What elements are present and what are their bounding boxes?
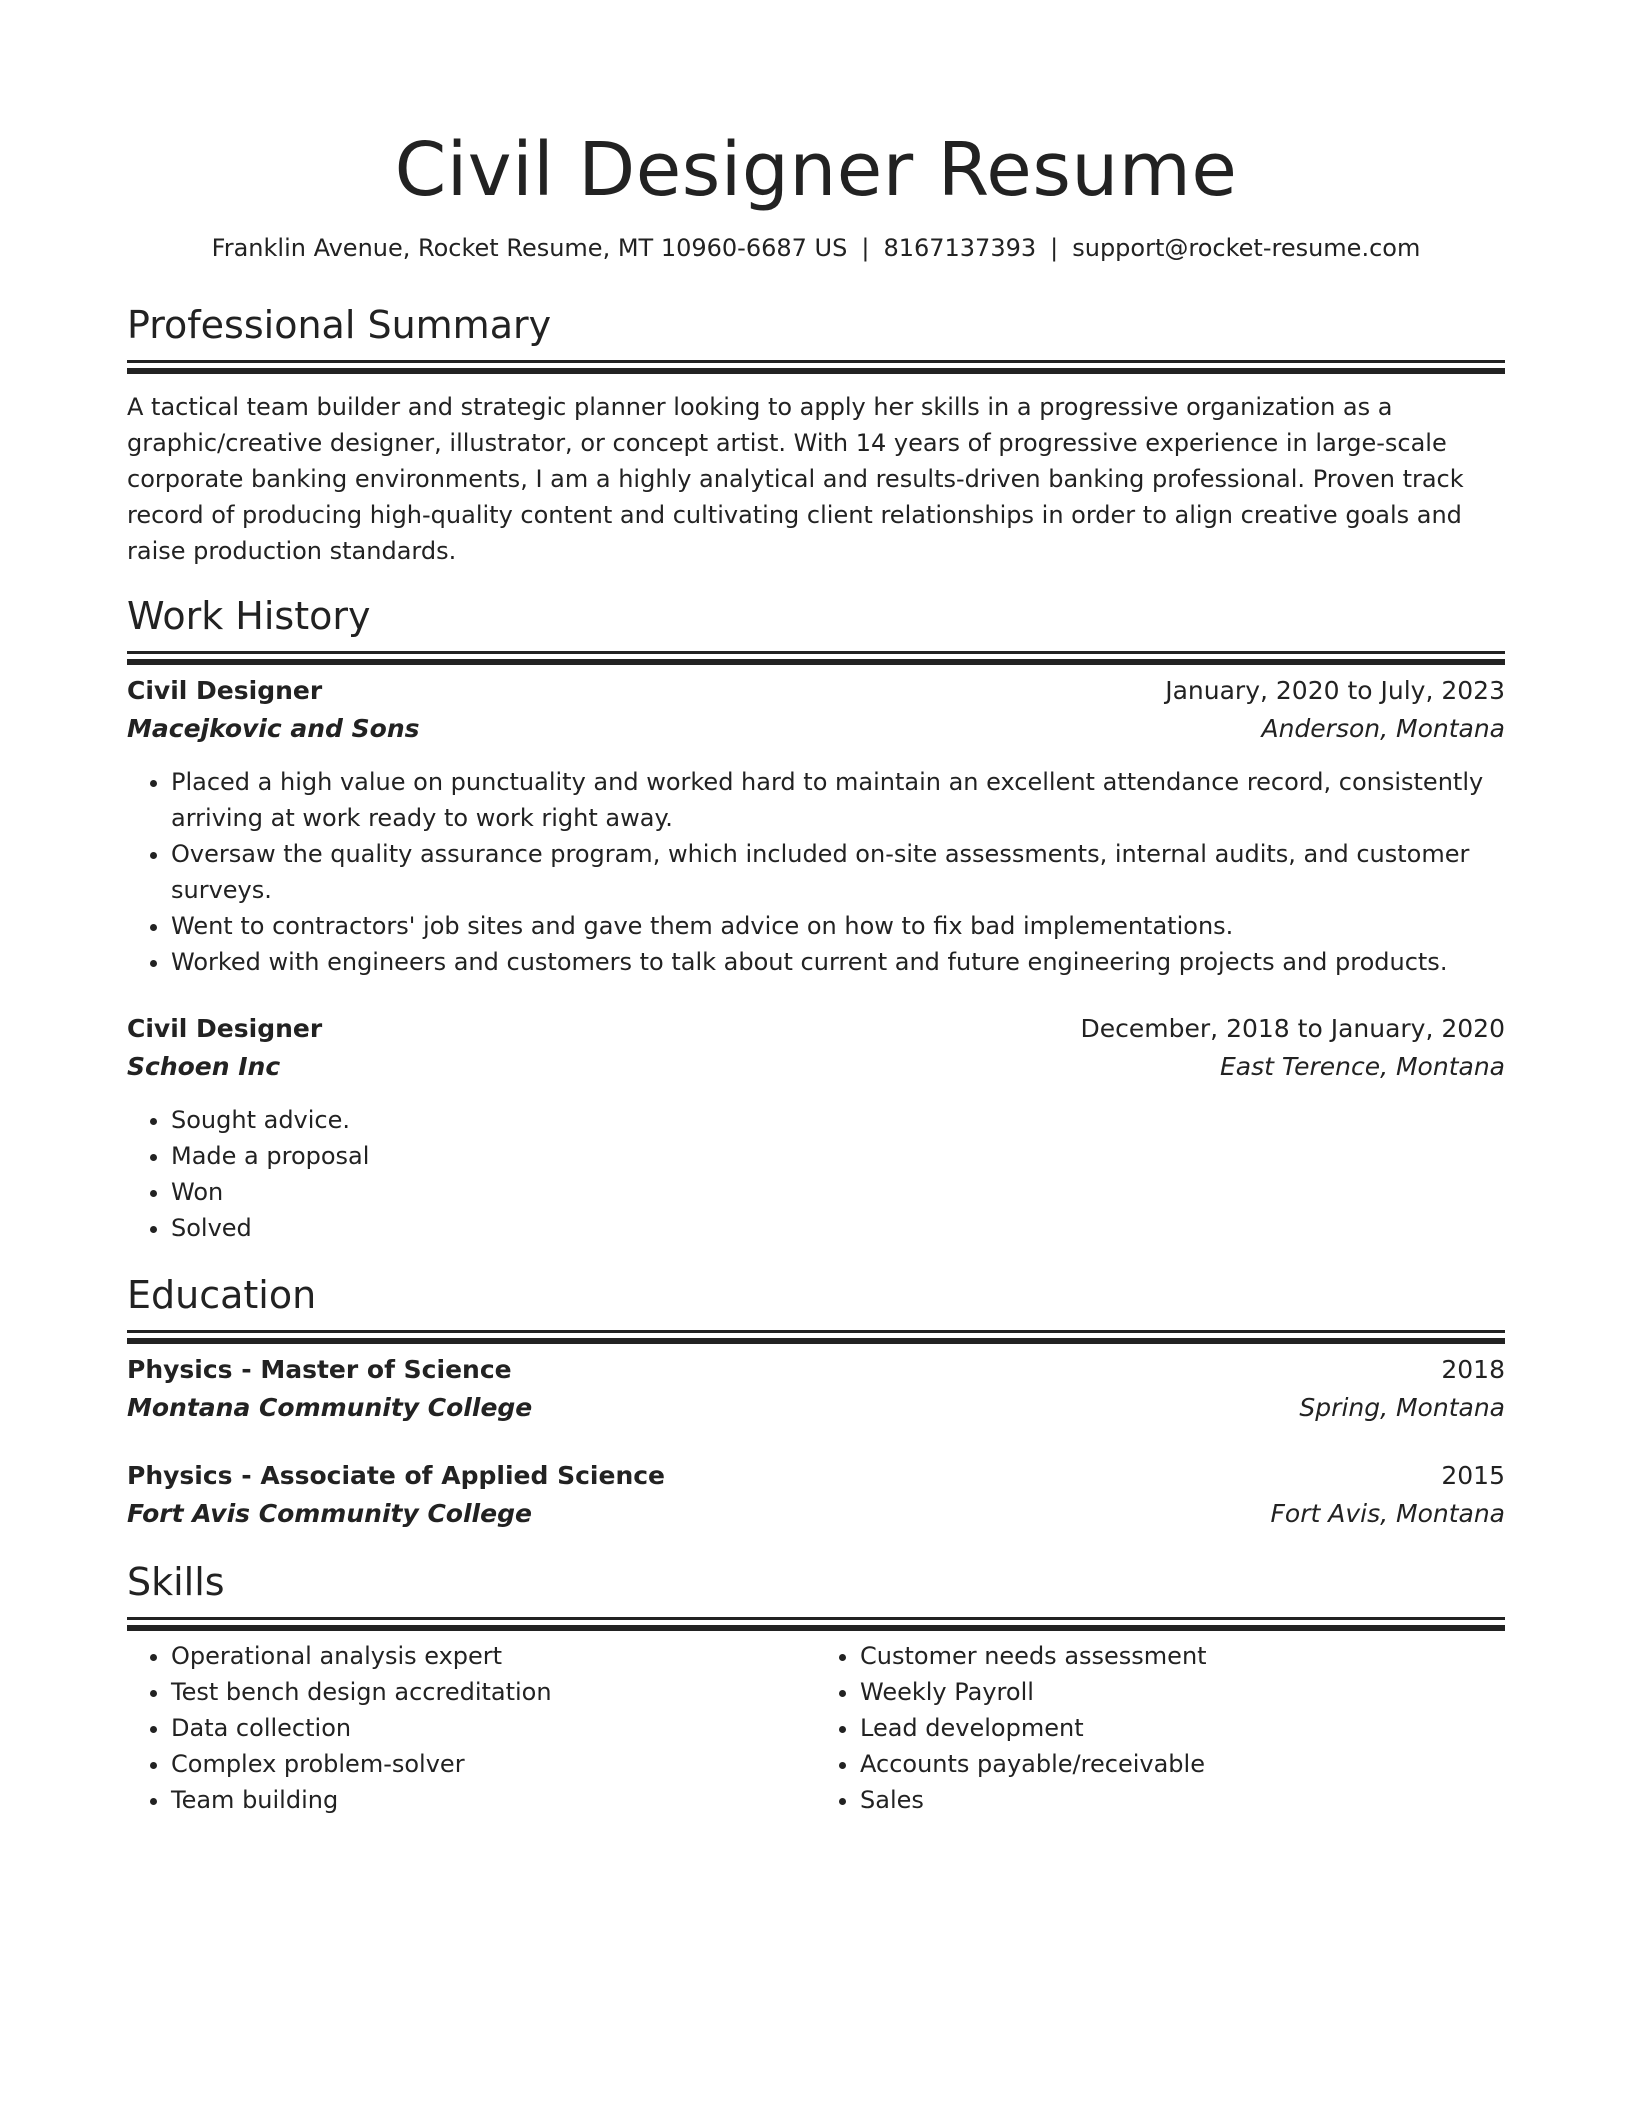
job-bullets <box>127 1102 1505 1246</box>
job-bullet: • Won <box>171 1174 1505 1210</box>
job-location: East Terence, Montana <box>1220 1052 1505 1081</box>
skill-item: • Complex problem-solver <box>171 1746 816 1782</box>
resume-title: Civil Designer Resume <box>394 127 1238 213</box>
education-school: Fort Avis Community College <box>127 1499 532 1528</box>
education-entry <box>127 1351 1505 1427</box>
job-company: Schoen Inc <box>127 1052 281 1081</box>
section-heading-skills: Skills <box>127 1560 225 1604</box>
skill-item: • Accounts payable/receivable <box>860 1746 1505 1782</box>
job-bullet: • Went to contractors' job sites and gave them advice on how to fix bad implementations. <box>171 908 1505 944</box>
education-degree: Physics - Associate of Applied Science <box>127 1461 666 1490</box>
job-dates: January, 2020 to July, 2023 <box>1165 676 1505 705</box>
skills-section <box>127 1557 1505 1818</box>
section-heading-work: Work History <box>127 594 371 638</box>
job-title: Civil Designer <box>127 676 323 705</box>
job-header-row <box>127 672 1505 710</box>
skill-item: • Team building <box>171 1782 816 1818</box>
education-school-row <box>127 1495 1505 1533</box>
job-bullet: • Placed a high value on punctuality and worked hard to maintain an excellent attendance record, consistently arriving at work ready to work right away. <box>171 764 1505 836</box>
summary-section <box>127 300 1505 569</box>
summary-text: A tactical team builder and strategic planner looking to apply her skills in a progressive organization as a graphic/creative designer, illustrator, or concept artist. With 14 years of progressive experience in large-scale corporate banking environments, I am a highly analytical and results-driven banking professional. Proven track record of producing high-quality content and cultivating client relationships in order to align creative goals and raise production standards. <box>127 393 1464 565</box>
job-bullet: • Worked with engineers and customers to talk about current and future engineering projects and products. <box>171 944 1505 980</box>
job-company: Macejkovic and Sons <box>127 714 420 743</box>
education-header-row <box>127 1457 1505 1495</box>
education-location: Fort Avis, Montana <box>1270 1499 1505 1528</box>
education-year: 2018 <box>1441 1355 1505 1384</box>
education-entry <box>127 1457 1505 1533</box>
contact-address: Franklin Avenue, Rocket Resume, MT 10960-6687 US <box>211 234 848 262</box>
skills-list-left <box>127 1638 816 1818</box>
education-year: 2015 <box>1441 1461 1505 1490</box>
job-bullet: • Solved <box>171 1210 1505 1246</box>
job-dates: December, 2018 to January, 2020 <box>1080 1014 1505 1043</box>
skill-item: • Data collection <box>171 1710 816 1746</box>
skills-columns <box>127 1638 1505 1818</box>
job-location: Anderson, Montana <box>1261 714 1505 743</box>
section-rule <box>127 651 1505 654</box>
section-rule <box>127 1330 1505 1333</box>
job-entry <box>127 672 1505 980</box>
job-company-row <box>127 710 1505 748</box>
education-school-row <box>127 1389 1505 1427</box>
contact-separator: | <box>1050 234 1059 262</box>
skill-item: • Operational analysis expert <box>171 1638 816 1674</box>
contact-separator: | <box>861 234 870 262</box>
contact-email: support@rocket-resume.com <box>1072 234 1421 262</box>
section-heading-summary: Professional Summary <box>127 303 552 347</box>
skill-item: • Weekly Payroll <box>860 1674 1505 1710</box>
job-bullet: • Oversaw the quality assurance program, which included on-site assessments, internal audits, and customer surveys. <box>171 836 1505 908</box>
job-bullets <box>127 764 1505 980</box>
skill-item: • Sales <box>860 1782 1505 1818</box>
job-company-row <box>127 1048 1505 1086</box>
contact-line <box>127 232 1505 264</box>
section-rule <box>127 1617 1505 1620</box>
job-header-row <box>127 1010 1505 1048</box>
skill-item: • Test bench design accreditation <box>171 1674 816 1710</box>
job-bullet: • Sought advice. <box>171 1102 1505 1138</box>
job-entry <box>127 1010 1505 1246</box>
education-header-row <box>127 1351 1505 1389</box>
section-rule <box>127 360 1505 363</box>
education-degree: Physics - Master of Science <box>127 1355 512 1384</box>
contact-phone: 8167137393 <box>883 234 1037 262</box>
skill-item: • Customer needs assessment <box>860 1638 1505 1674</box>
job-title: Civil Designer <box>127 1014 323 1043</box>
skills-list-right <box>816 1638 1505 1818</box>
job-bullet: • Made a proposal <box>171 1138 1505 1174</box>
skill-item: • Lead development <box>860 1710 1505 1746</box>
education-location: Spring, Montana <box>1299 1393 1505 1422</box>
education-section <box>127 1270 1505 1533</box>
section-heading-education: Education <box>127 1273 317 1317</box>
education-school: Montana Community College <box>127 1393 533 1422</box>
work-section <box>127 591 1505 1246</box>
